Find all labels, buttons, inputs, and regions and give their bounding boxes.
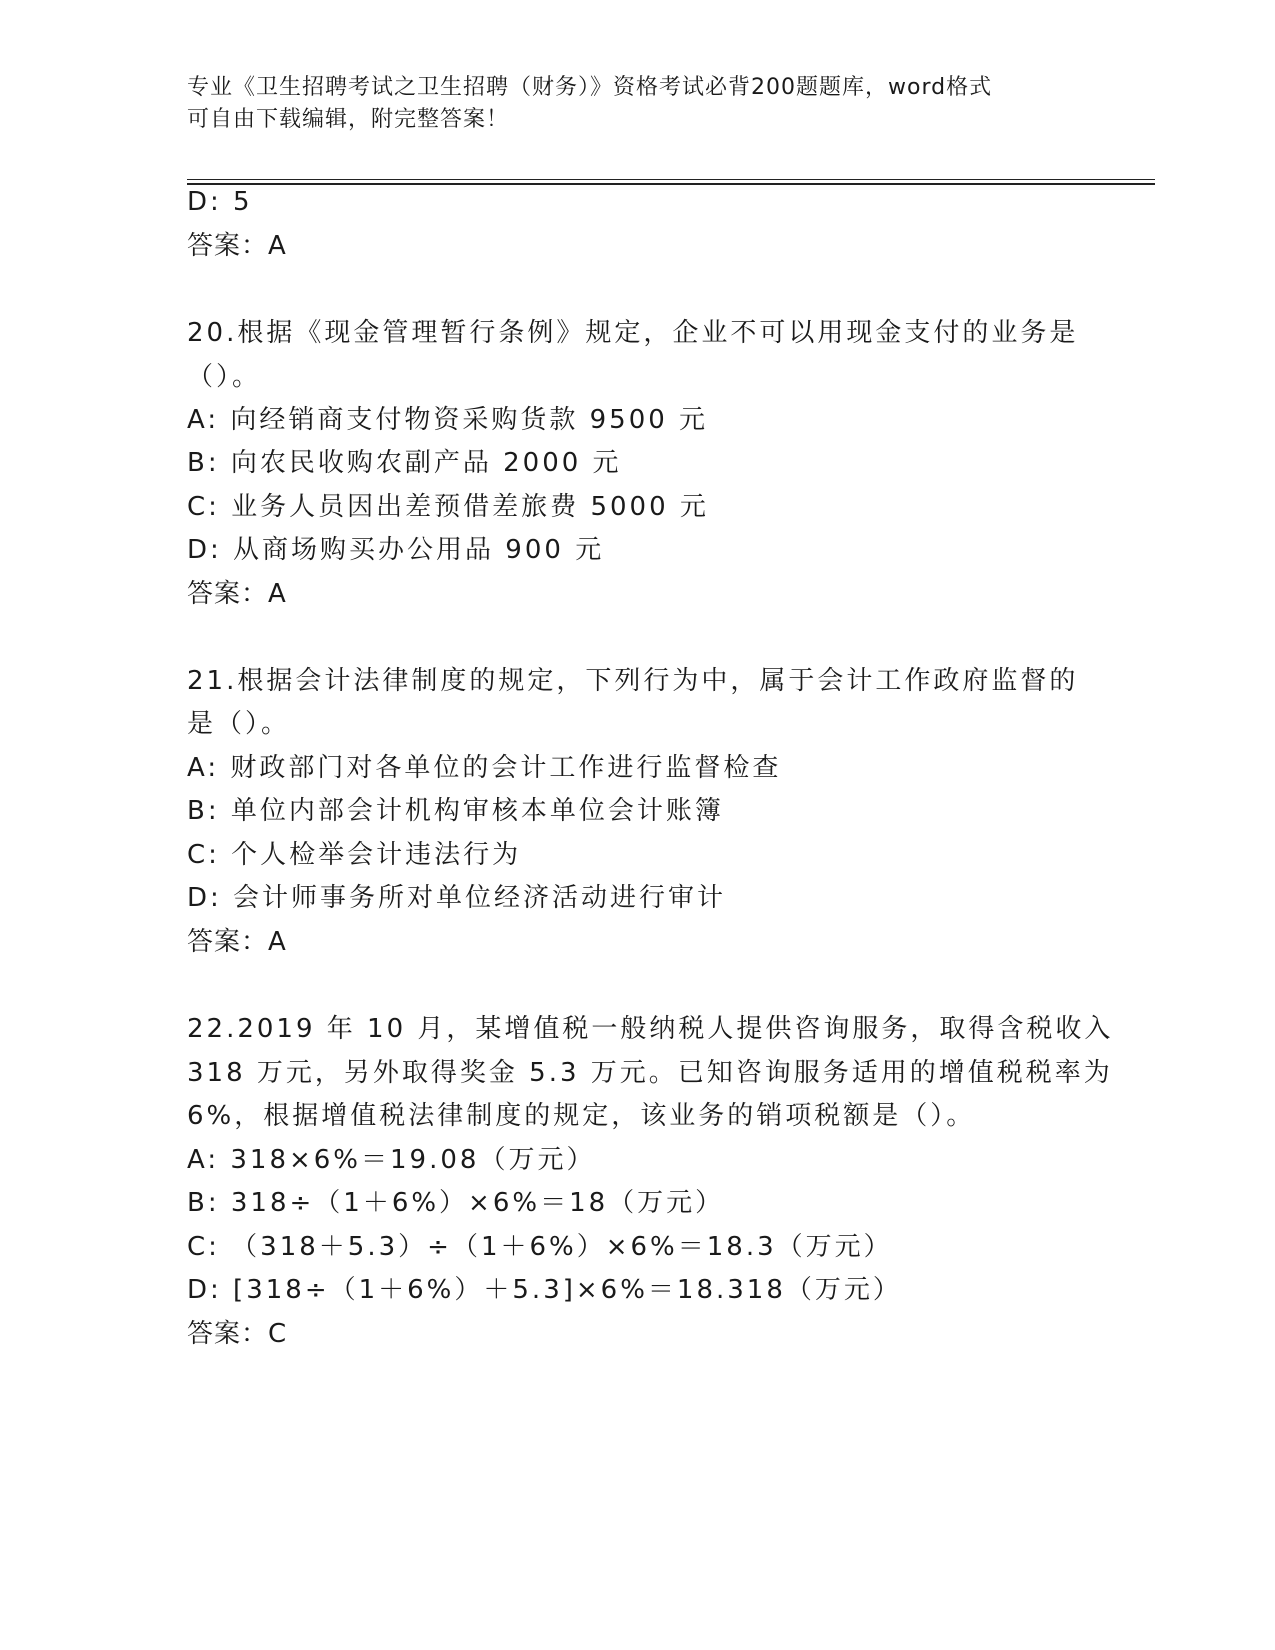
q20-answer: 答案：A xyxy=(187,579,287,609)
q22-option-d: D: [318÷（1＋6%）＋5.3]×6%＝18.318（万元） xyxy=(187,1275,902,1305)
prev-option-d: D: 5 xyxy=(187,187,253,217)
q22-stem-line-1: 22.2019 年 10 月，某增值税一般纳税人提供咨询服务，取得含税收入 xyxy=(187,1014,1114,1044)
header-divider-thin xyxy=(187,179,1155,180)
q20-option-d: D: 从商场购买办公用品 900 元 xyxy=(187,535,605,565)
q20-option-c: C: 业务人员因出差预借差旅费 5000 元 xyxy=(187,492,709,522)
q20-option-a: A: 向经销商支付物资采购货款 9500 元 xyxy=(187,405,709,435)
q22-stem-line-2: 318 万元，另外取得奖金 5.3 万元。已知咨询服务适用的增值税税率为 xyxy=(187,1058,1113,1088)
q21-stem-line-1: 21.根据会计法律制度的规定，下列行为中，属于会计工作政府监督的 xyxy=(187,666,1079,696)
q21-option-d: D: 会计师事务所对单位经济活动进行审计 xyxy=(187,883,727,913)
q22-option-a: A: 318×6%＝19.08（万元） xyxy=(187,1145,596,1175)
header-title-line-1: 专业《卫生招聘考试之卫生招聘（财务）》资格考试必背200题题库，word格式 xyxy=(187,75,993,100)
q21-option-b: B: 单位内部会计机构审核本单位会计账簿 xyxy=(187,796,724,826)
q21-option-c: C: 个人检举会计违法行为 xyxy=(187,840,522,870)
q22-option-b: B: 318÷（1＋6%）×6%＝18（万元） xyxy=(187,1188,725,1218)
header-title-line-2: 可自由下载编辑，附完整答案！ xyxy=(187,107,510,132)
q22-stem-line-3: 6%，根据增值税法律制度的规定，该业务的销项税额是（）。 xyxy=(187,1101,976,1131)
q20-option-b: B: 向农民收购农副产品 2000 元 xyxy=(187,448,622,478)
q21-answer: 答案：A xyxy=(187,927,287,957)
header-divider-thick xyxy=(187,183,1155,185)
q20-stem-line-1: 20.根据《现金管理暂行条例》规定，企业不可以用现金支付的业务是 xyxy=(187,318,1079,348)
q21-stem-line-2: 是（）。 xyxy=(187,709,291,739)
document-header xyxy=(187,72,1087,136)
q20-stem-line-2: （）。 xyxy=(187,362,262,392)
q21-option-a: A: 财政部门对各单位的会计工作进行监督检查 xyxy=(187,753,782,783)
q22-answer: 答案：C xyxy=(187,1319,288,1349)
prev-answer: 答案：A xyxy=(187,231,287,261)
q22-option-c: C: （318＋5.3）÷（1＋6%）×6%＝18.3（万元） xyxy=(187,1232,893,1262)
